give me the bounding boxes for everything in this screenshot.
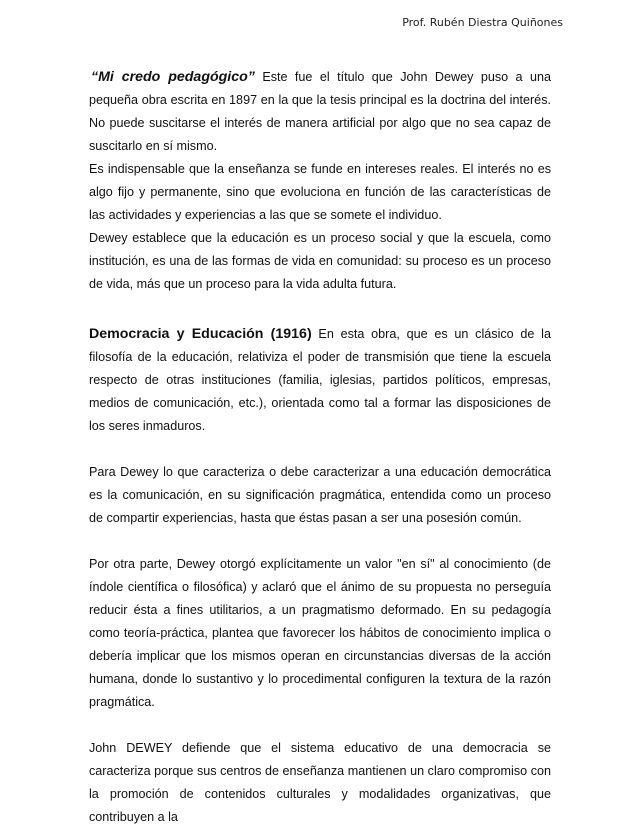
paragraph-text-credo: Este fue el título que John Dewey puso a una pequeña obra escrita en 1897 en la que la tesis principal es la doctrina del interés. No puede suscitarse el interés de manera artificial por algo que no sea capaz de suscitarlo en sí mismo.: [89, 70, 551, 153]
paragraph-democracia: [89, 323, 551, 438]
document-body: [89, 66, 551, 829]
paragraph-lead-democracia: Democracia y Educación (1916): [89, 326, 312, 342]
paragraph-comunicacion: Para Dewey lo que caracteriza o debe caracterizar a una educación democrática es la comunicación, en su significación pragmática, entendida como un proceso de compartir experiencias, hasta que éstas pasan a ser una posesión común.: [89, 465, 551, 525]
page-header-author: Prof. Rubén Diestra Quiñones: [402, 16, 563, 29]
paragraph-spacer: [89, 530, 551, 553]
paragraph-sistema-educativo: John DEWEY defiende que el sistema educativo de una democracia se caracteriza porque sus centros de enseñanza mantienen un claro compromiso con la promoción de contenidos culturales y modalidades organizativas, que contribuyen a la: [89, 741, 551, 824]
paragraph-spacer: [89, 714, 551, 737]
paragraph-credo: [89, 66, 551, 158]
paragraph-spacer: [89, 296, 551, 323]
paragraph-spacer: [89, 438, 551, 461]
paragraph-interes: Es indispensable que la enseñanza se funde en intereses reales. El interés no es algo fijo y permanente, sino que evoluciona en función de las características de las actividades y experiencias a las que se somete el individuo.: [89, 162, 551, 222]
paragraph-conocimiento: Por otra parte, Dewey otorgó explícitamente un valor "en sí" al conocimiento (de índole científica o filosófica) y aclaró que el ánimo de su propuesta no perseguía reducir ésta a fines utilitarios, a un pragmatismo deformado. En su pedagogía como teoría-práctica, plantea que favorecer los hábitos de conocimiento implica o debería implicar que los mismos operan en circunstancias diversas de la acción humana, donde lo sustantivo y lo procedimental configuren la textura de la razón pragmática.: [89, 557, 551, 709]
paragraph-text-democracia: En esta obra, que es un clásico de la filosofía de la educación, relativiza el poder de transmisión que tiene la escuela respecto de otras instituciones (familia, iglesias, partidos políticos, empresas, medios de comunicación, etc.), orientada como tal a formar las disposiciones de los seres inmaduros.: [89, 327, 551, 433]
paragraph-proceso-social: Dewey establece que la educación es un proceso social y que la escuela, como institución, es una de las formas de vida en comunidad: su proceso es un proceso de vida, más que un proceso para la vida adulta futura.: [89, 231, 551, 291]
paragraph-lead-credo: “Mi credo pedagógico”: [91, 69, 255, 85]
